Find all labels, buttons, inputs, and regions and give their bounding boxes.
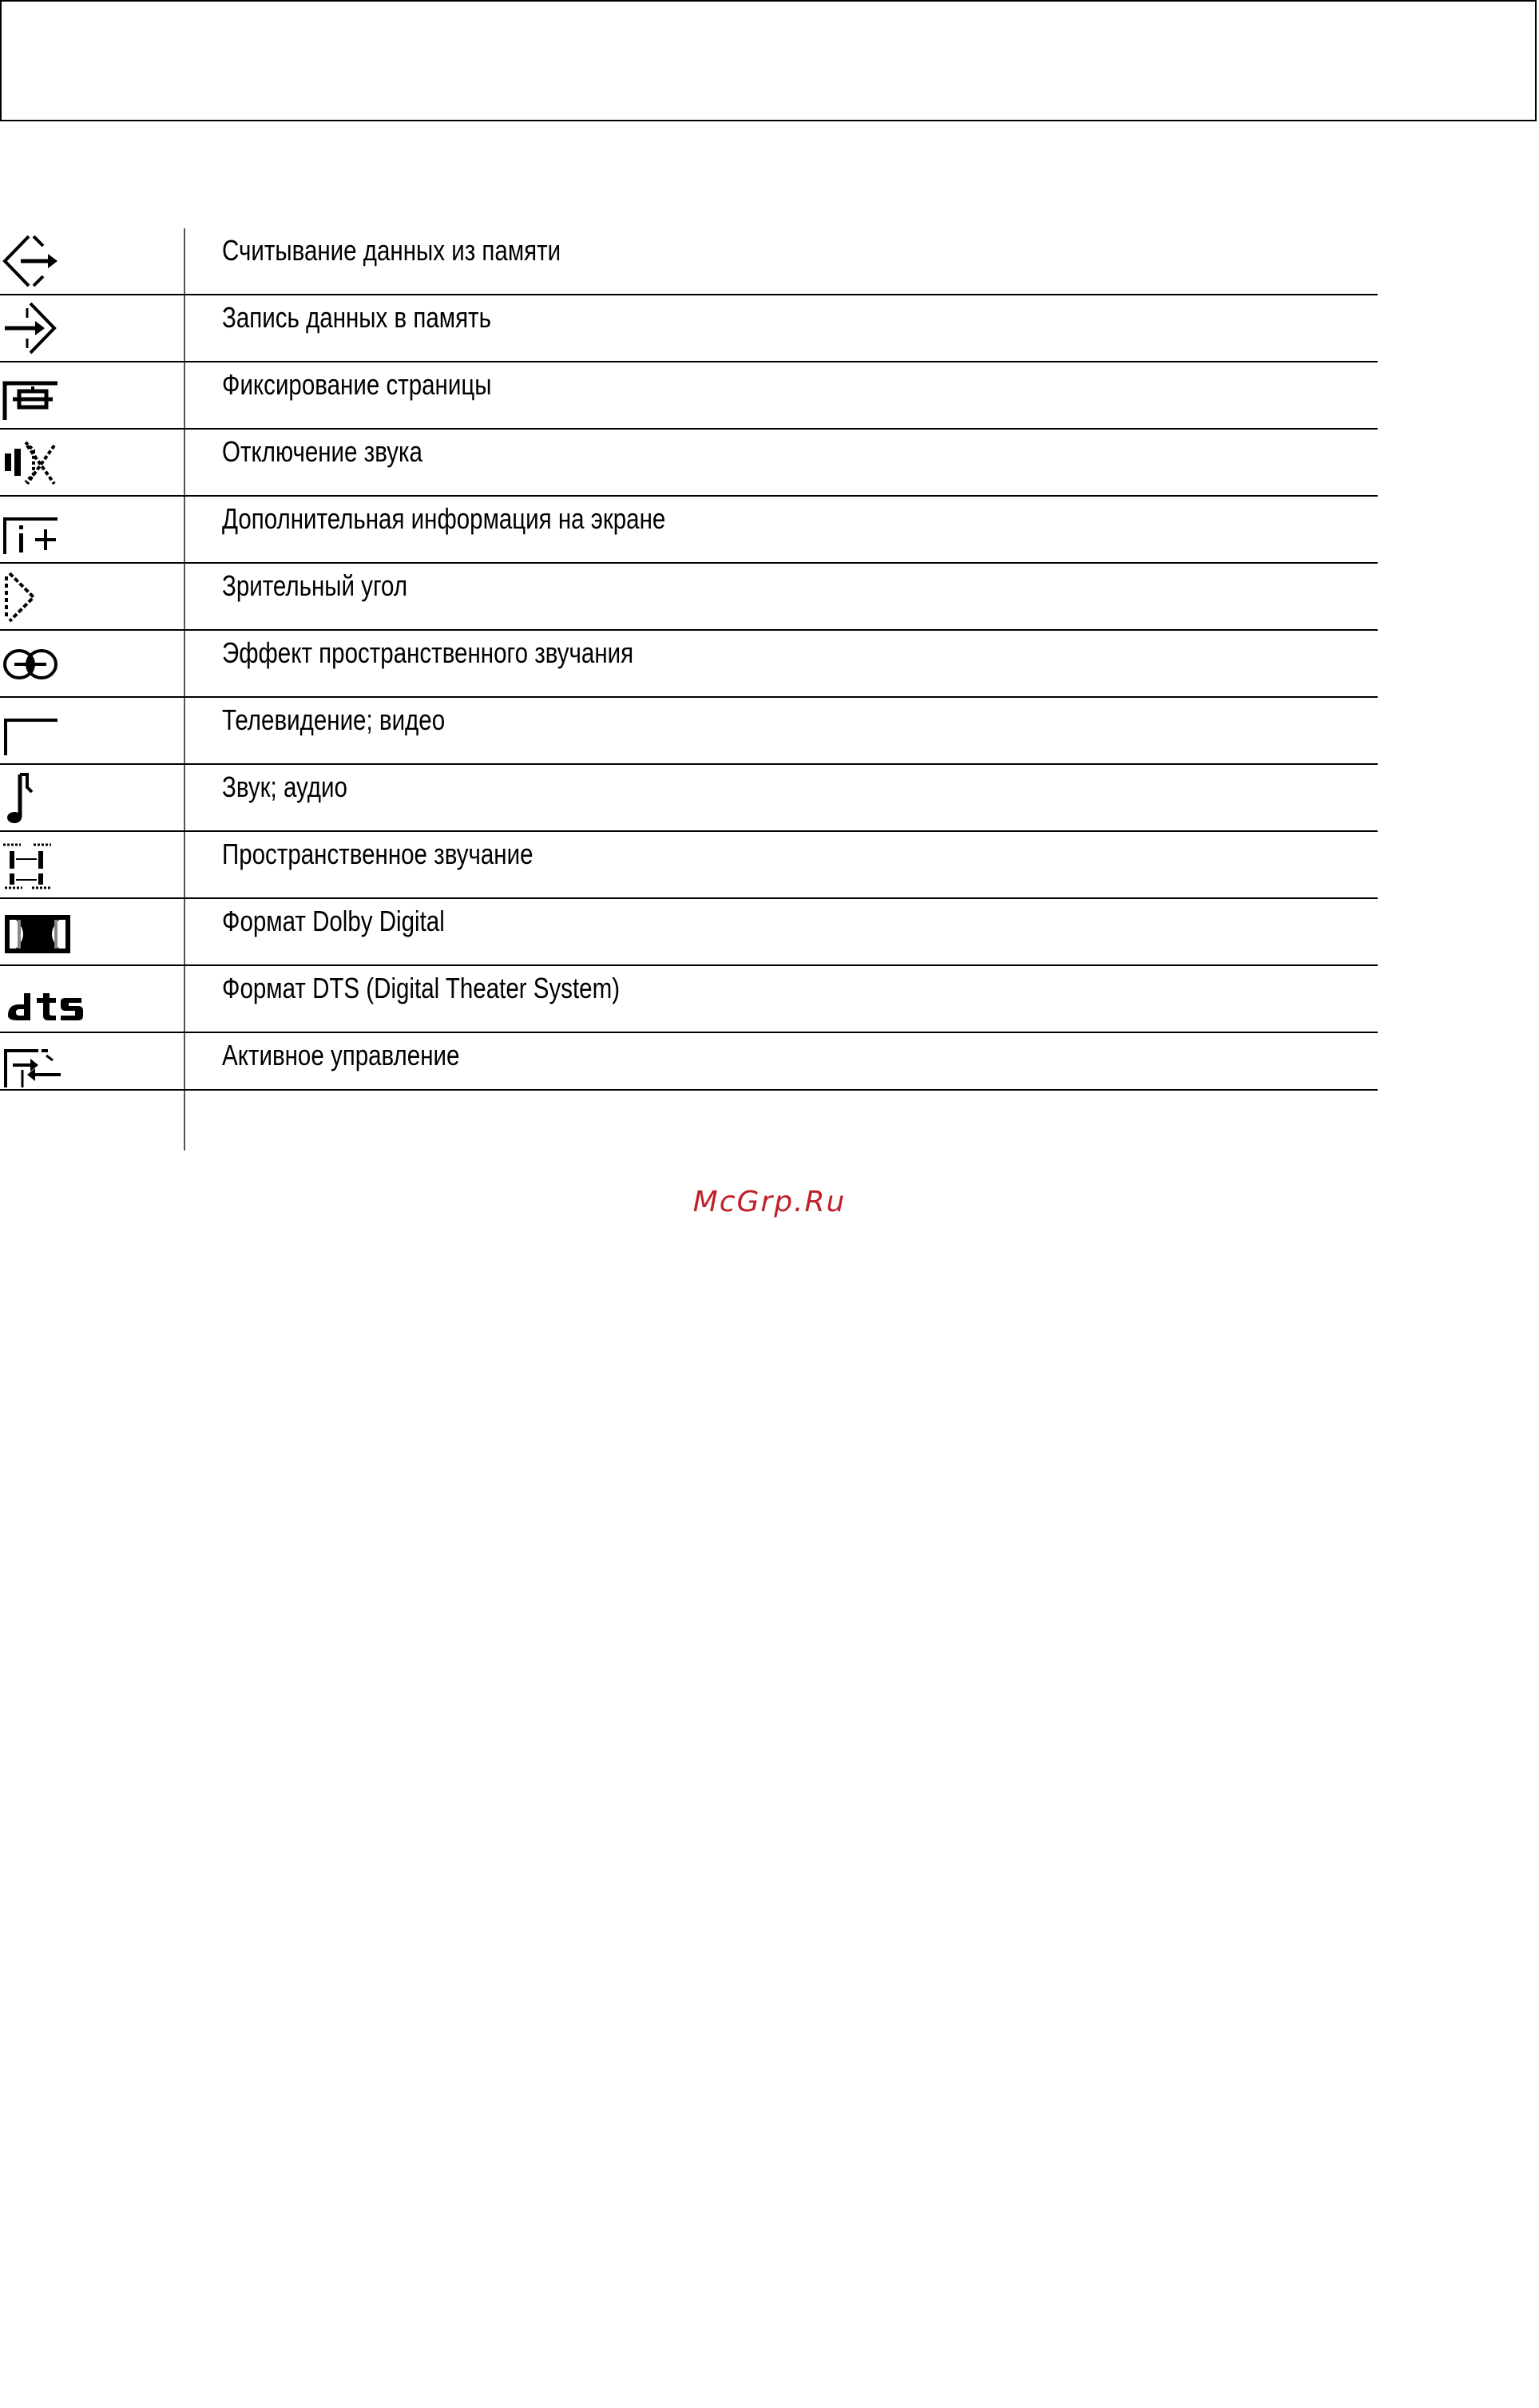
row-label: Формат DTS (Digital Theater System)	[222, 972, 621, 1004]
row-label: Отключение звука	[222, 435, 422, 468]
row-label: Эффект пространственного звучания	[222, 636, 634, 669]
table-row	[0, 362, 1378, 430]
icon-cell	[0, 966, 184, 1032]
watermark-text: McGrp.Ru	[692, 1186, 847, 1218]
icon-cell	[0, 362, 184, 428]
row-label: Активное управление	[222, 1039, 460, 1071]
table-row	[0, 832, 1378, 899]
table-row	[0, 1033, 1378, 1091]
table-row	[0, 228, 1378, 295]
row-label: Звук; аудио	[222, 770, 347, 803]
info-plus-icon	[2, 501, 59, 557]
icon-cell	[0, 295, 184, 361]
table-row	[0, 497, 1378, 564]
tv-video-icon	[2, 703, 59, 758]
icon-cell	[0, 1033, 184, 1099]
audio-note-icon	[2, 770, 59, 826]
row-label: Дополнительная информация на экране	[222, 502, 666, 535]
table-row	[0, 631, 1378, 698]
row-label: Формат Dolby Digital	[222, 905, 445, 937]
row-label: Телевидение; видео	[222, 703, 446, 736]
viewing-angle-icon	[2, 568, 59, 624]
dts-icon	[2, 971, 89, 1027]
header-box	[0, 0, 1537, 121]
table-row-empty	[0, 1091, 1378, 1161]
memory-write-icon	[2, 300, 59, 356]
table-row	[0, 698, 1378, 765]
surround-effect-icon	[2, 636, 59, 691]
icon-cell	[0, 765, 184, 830]
active-control-icon	[2, 1038, 65, 1091]
icon-cell	[0, 832, 184, 897]
table-row	[0, 899, 1378, 966]
table-row	[0, 564, 1378, 631]
icon-cell	[0, 497, 184, 562]
row-label: Считывание данных из памяти	[222, 234, 561, 267]
icon-cell	[0, 564, 184, 629]
mute-icon	[2, 434, 59, 490]
table-row	[0, 966, 1378, 1033]
row-label: Фиксирование страницы	[222, 368, 492, 401]
icon-cell	[0, 430, 184, 495]
surround-sound-icon	[2, 837, 59, 893]
table-row	[0, 430, 1378, 497]
row-label: Пространственное звучание	[222, 838, 533, 870]
icon-cell	[0, 698, 184, 763]
icon-cell	[0, 899, 184, 964]
row-label: Зрительный угол	[222, 569, 408, 602]
icon-cell	[0, 631, 184, 696]
page-hold-icon	[2, 367, 59, 423]
memory-read-icon	[2, 233, 59, 289]
icon-cell	[0, 228, 184, 294]
table-row	[0, 765, 1378, 832]
table-row	[0, 295, 1378, 362]
row-label: Запись данных в память	[222, 301, 491, 334]
icon-table	[0, 228, 1378, 1161]
dolby-digital-icon	[2, 904, 73, 960]
